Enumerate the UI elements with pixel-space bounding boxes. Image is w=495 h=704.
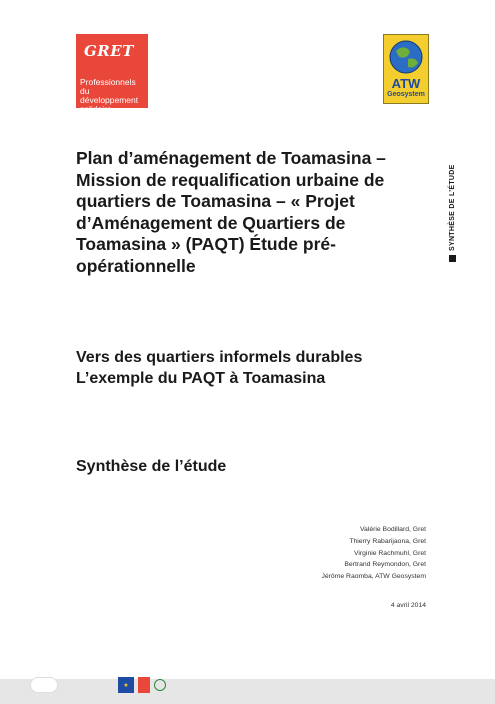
document-title: Plan d’aménagement de Toamasina – Mission de requalification urbaine de quartiers de Toamasina – « Projet d’Aménagement de Quartiers de Toamasina » (PAQT) Étude pré-opérationnelle (76, 148, 386, 276)
author-line: Virginie Rachmuhl, Gret (353, 549, 426, 557)
square-icon (449, 255, 456, 262)
author-line: Jérôme Raomba, ATW Geosystem (321, 573, 426, 581)
partner-logo-6 (154, 679, 166, 691)
partner-logo-2 (62, 677, 88, 693)
partner-logo-1 (30, 677, 58, 693)
subtitle-line-2: L’exemple du PAQT à Toamasina (76, 370, 326, 387)
side-label-text: SYNTHÈSE DE L’ÉTUDE (449, 164, 456, 251)
synthesis-title: Synthèse de l’étude (76, 458, 227, 475)
globe-icon (388, 39, 424, 75)
author-line: Thierry Rabarijaona, Gret (349, 537, 426, 545)
subtitle-line-1: Vers des quartiers informels durables (76, 349, 363, 366)
eu-flag-icon: ★ (118, 677, 134, 693)
document-date: 4 avril 2014 (390, 602, 426, 609)
gret-logo-word: GRET (84, 42, 134, 60)
partner-logo-3 (92, 677, 114, 693)
atw-logo-word: ATW (391, 76, 421, 91)
partner-logos (30, 674, 166, 696)
authors-list (321, 524, 426, 583)
gret-logo-tagline: Professionnels du développement solidaire (80, 77, 139, 114)
atw-logo-sub: Geosystem (387, 91, 425, 98)
gret-logo (76, 34, 148, 114)
document-subtitle (76, 347, 416, 389)
atw-logo (383, 34, 429, 104)
author-line: Valérie Bodillard, Gret (360, 526, 426, 533)
author-line: Bertrand Reymondon, Gret (344, 561, 426, 569)
partner-logo-5 (138, 677, 150, 693)
side-label (449, 164, 456, 262)
